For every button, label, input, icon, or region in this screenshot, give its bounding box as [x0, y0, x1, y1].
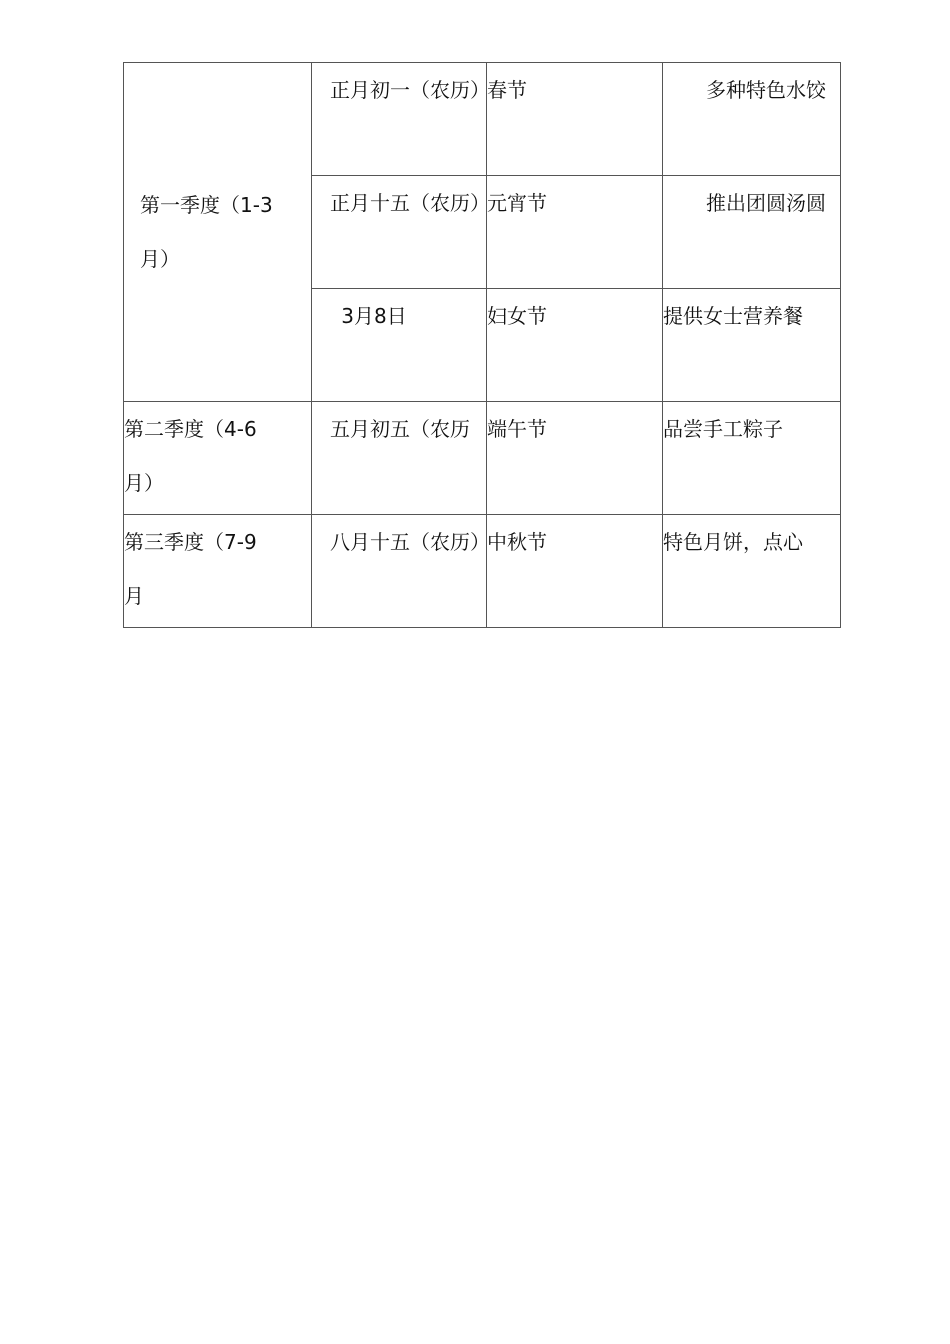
season-cell: [124, 63, 312, 402]
date-cell: [312, 515, 490, 628]
offer-label: 多种特色水饺: [706, 78, 826, 102]
season-cell: [124, 515, 312, 628]
festival-cell: [487, 289, 663, 402]
table-row: [124, 402, 841, 515]
date-cell: [312, 289, 487, 402]
date-label: 正月十五（农历）: [330, 191, 490, 215]
season-label: 第二季度（4-6月）: [124, 417, 257, 495]
festival-cell: [487, 176, 663, 289]
festival-cell: [487, 515, 663, 628]
offer-cell: [663, 63, 841, 176]
date-label: 正月初一（农历）: [330, 78, 490, 102]
offer-cell: [663, 176, 841, 289]
date-label: 五月初五（农历: [330, 417, 470, 441]
date-cell: [312, 63, 490, 176]
festival-label: 妇女节: [487, 304, 547, 328]
offer-label: 提供女士营养餐: [663, 304, 803, 328]
offer-cell: [663, 402, 841, 515]
season-cell: [124, 402, 312, 515]
season-label: 第一季度（1-3月）: [140, 193, 273, 271]
offer-cell: [663, 289, 841, 402]
festival-cell: [487, 402, 663, 515]
offer-label: 品尝手工粽子: [663, 417, 783, 441]
offer-cell: [663, 515, 841, 628]
offer-label: 推出团圆汤圆: [706, 191, 826, 215]
table-row: [124, 515, 841, 628]
festival-schedule-table: [123, 62, 841, 628]
date-label: 八月十五（农历）: [330, 530, 490, 554]
table-row: [124, 63, 841, 176]
date-label: 3月8日: [341, 304, 407, 328]
festival-label: 元宵节: [487, 191, 547, 215]
date-cell: [312, 402, 487, 515]
festival-label: 中秋节: [487, 530, 547, 554]
festival-label: 春节: [487, 78, 527, 102]
date-cell: [312, 176, 490, 289]
festival-cell: [487, 63, 663, 176]
festival-label: 端午节: [487, 417, 547, 441]
season-label: 第三季度（7-9月: [124, 530, 257, 608]
offer-label: 特色月饼，点心: [663, 530, 803, 554]
